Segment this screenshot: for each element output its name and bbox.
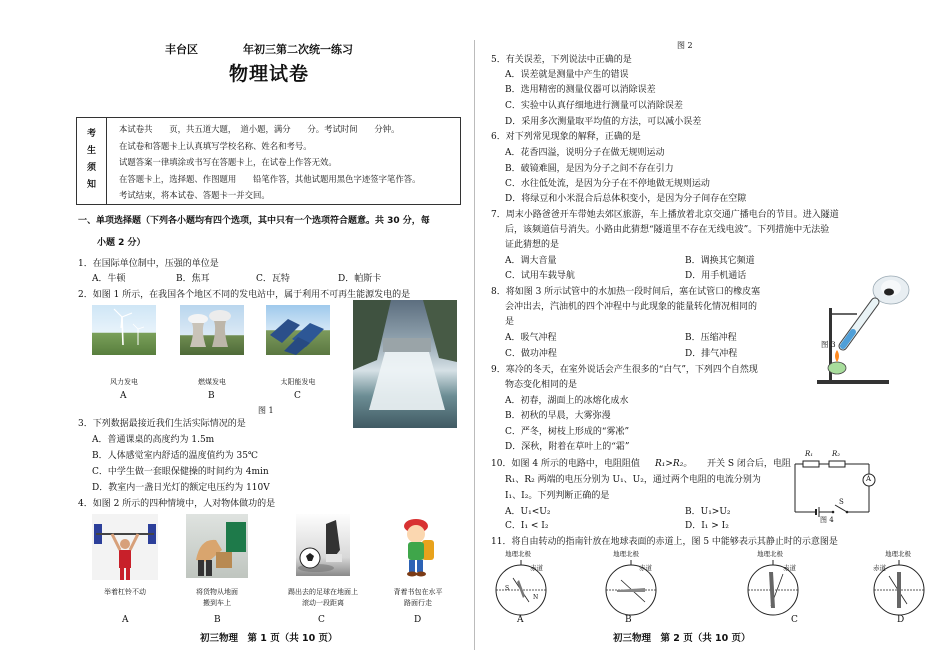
weightlifter-icon (92, 514, 158, 580)
compass-n-label: N (533, 594, 539, 601)
circuit-label-ammeter: A (866, 475, 872, 483)
notice-side-char: 须 (86, 163, 96, 173)
circuit-icon (791, 456, 881, 526)
compass-a (493, 550, 553, 620)
weightlifter-image (92, 514, 158, 580)
north-pole-label: 地理北极 (885, 550, 911, 558)
q1-option-d: D．帕斯卡 (338, 274, 382, 284)
caption-backpack-line2: 路面行走 (404, 599, 432, 607)
q3-stem: 3．下列数据最接近我们生活实际情况的是 (78, 419, 246, 429)
north-pole-label: 地理北极 (757, 550, 783, 558)
q7-line2: 后，该频道信号消失。小路由此猜想“隧道里不存在无线电波”。下列措施中无法验 (505, 225, 830, 235)
north-pole-label: 地理北极 (505, 550, 531, 558)
compass-b (605, 550, 665, 620)
q8-line3: 是 (505, 317, 515, 327)
q3-option-a: A．普通课桌的高度约为 1.5m (92, 435, 215, 445)
figure1-label: 图 1 (258, 406, 274, 415)
wind-turbine-icon (92, 305, 156, 355)
compass-d (867, 550, 929, 620)
test-tube-apparatus (805, 268, 911, 386)
q7-option-c: C．试用车载导航 (505, 271, 575, 281)
coal-power-image (180, 305, 244, 355)
q5-option-c: C．实验中认真仔细地进行测量可以消除误差 (505, 101, 683, 111)
q4-label-b: B (214, 615, 221, 625)
q9-option-a: A．初春，湖面上的冰熔化成水 (505, 396, 629, 406)
circuit-label-r1: R₁ (805, 450, 814, 458)
notice-line: 考试结束，将本试卷、答题卡一并交回。 (119, 190, 270, 200)
q2-label-c: C (294, 391, 301, 401)
q2-label-b: B (208, 391, 215, 401)
page-right (475, 0, 950, 671)
section-heading: 一、单项选择题（下列各小题均有四个选项，其中只有一个选项符合题意。共 30 分，每 (78, 216, 430, 226)
q10-line3: I₁、I₂。下列判断正确的是 (505, 491, 610, 501)
q11-label-c: C (791, 615, 798, 625)
q3-option-d: D．教室内一盏日光灯的额定电压约为 110V (92, 483, 270, 493)
q1-stem: 1．在国际单位制中，压强的单位是 (78, 259, 219, 269)
q7-option-b: B．调换其它频道 (685, 256, 755, 266)
q4-label-a: A (122, 615, 129, 625)
section-heading-cont: 小题 2 分） (97, 238, 146, 248)
notice-line: 在答题卡上，选择题、作图题用 铅笔作答，其他试题用黑色字迹签字笔作答。 (119, 173, 421, 184)
q10-option-c: C．I₁ < I₂ (505, 521, 549, 531)
q5-option-b: B．选用精密的测量仪器可以消除误差 (505, 85, 656, 95)
person-lifting-icon (186, 514, 248, 578)
q8-option-c: C．做功冲程 (505, 349, 557, 359)
caption-solar: 太阳能发电 (280, 378, 316, 386)
figure2-label: 图 2 (677, 41, 693, 50)
q5-stem: 5．有关误差，下列说法中正确的是 (491, 55, 632, 65)
q10-line2: R₁、R₂ 两端的电压分别为 U₁、U₂，通过两个电阻的电流分别为 (505, 475, 761, 485)
equator-label: 赤道 (530, 564, 543, 572)
equator-label: 赤道 (873, 564, 886, 572)
q8-option-d: D．排气冲程 (685, 349, 738, 359)
solar-panel-icon (266, 305, 330, 355)
page-title: 物理试卷 (229, 63, 310, 85)
q6-option-d: D．将绿豆和小米混合后总体积变小，是因为分子间存在空隙 (505, 194, 747, 204)
q11-label-d: D (897, 615, 905, 625)
exam-name: 年初三第二次统一练习 (243, 43, 353, 56)
caption-football-line2: 滚动一段距离 (302, 599, 344, 607)
q9-line2: 物态变化相同的是 (505, 380, 578, 390)
q5-option-d: D．采用多次测量取平均值的方法，可以减小误差 (505, 117, 702, 127)
football-icon (296, 514, 350, 576)
notice-side (77, 118, 107, 204)
q9-option-d: D．深秋，附着在草叶上的“霜” (505, 442, 630, 452)
q6-option-a: A．花香四溢，说明分子在做无规则运动 (505, 148, 665, 158)
q3-option-b: B．人体感觉室内舒适的温度值约为 35℃ (92, 451, 258, 461)
q7-option-a: A．调大音量 (505, 256, 557, 266)
notice-side-char: 生 (86, 146, 96, 156)
q10-line1-start: 10．如图 4 所示的电路中，电阻阻值 (491, 459, 640, 469)
solar-power-image (266, 305, 330, 355)
q1-option-b: B．焦耳 (176, 274, 210, 284)
caption-lifting-line2: 搬到车上 (203, 599, 231, 607)
equator-label: 赤道 (783, 564, 796, 572)
earth-compass-icon (605, 558, 665, 618)
caption-coal: 燃煤发电 (198, 378, 226, 386)
figure4-label: 图 4 (820, 516, 834, 524)
q4-label-d: D (414, 615, 422, 625)
q2-label-a: A (120, 391, 127, 401)
q6-stem: 6．对下列常见现象的解释，正确的是 (491, 132, 641, 142)
q11-label-a: A (517, 615, 524, 625)
cooling-tower-icon (180, 305, 244, 355)
q4-stem: 4．如图 2 所示的四种情境中，人对物体做功的是 (78, 499, 276, 509)
q7-line1: 7．周末小路爸爸开车带她去郊区旅游，车上播放着北京交通广播电台的节目。进入隧道 (491, 210, 839, 220)
q11-stem: 11．将自由转动的指南针放在地球表面的赤道上，图 5 中能够表示其静止时的示意图是 (491, 537, 838, 547)
caption-weightlifter: 举着杠铃不动 (104, 588, 146, 596)
circuit-label-r2: R₂ (832, 450, 841, 458)
dam-icon (353, 300, 457, 428)
north-pole-label: 地理北极 (613, 550, 639, 558)
hydro-power-image (353, 300, 457, 428)
q1-option-c: C．瓦特 (256, 274, 290, 284)
notice-side-char: 知 (86, 180, 96, 190)
q10-line1-end: 开关 S 闭合后，电阻 (707, 459, 791, 469)
caption-backpack-line1: 背着书包在水平 (393, 588, 443, 596)
q9-line1: 9．寒冷的冬天，在室外说话会产生很多的“白气”，下列四个自然现 (491, 365, 758, 375)
earth-compass-icon (493, 558, 553, 618)
circuit-label-switch: S (839, 498, 844, 506)
boy-with-backpack-icon (392, 514, 442, 578)
compass-c (743, 550, 803, 620)
notice-lines (119, 121, 421, 204)
wind-power-image (92, 305, 156, 355)
q11-label-b: B (625, 615, 632, 625)
q10-resistance-relation: R₁>R₂。 (655, 459, 693, 469)
football-image (296, 514, 350, 576)
q6-option-b: B．破镜难圆，是因为分子之间不存在引力 (505, 164, 674, 174)
lifting-goods-image (186, 514, 248, 578)
footer-right: 初三物理 第 2 页（共 10 页） (613, 633, 751, 644)
q6-option-c: C．水往低处流，是因为分子在不停地做无规则运动 (505, 179, 710, 189)
notice-line: 本试卷共 页，共五道大题， 道小题，满分 分。考试时间 分钟。 (119, 124, 400, 134)
compass-s-label: S (505, 585, 510, 592)
q10-option-a: A．U₁<U₂ (505, 507, 551, 517)
test-tube-heating-icon (805, 268, 911, 386)
q1-option-a: A．牛顿 (92, 274, 126, 284)
q8-line1: 8．将如图 3 所示试管中的水加热一段时间后，塞在试管口的橡皮塞 (491, 287, 761, 297)
q5-option-a: A．误差就是测量中产生的错误 (505, 70, 629, 80)
q7-option-d: D．用手机通话 (685, 271, 747, 281)
circuit-diagram (791, 456, 881, 526)
caption-lifting-line1: 将货物从地面 (196, 588, 238, 596)
caption-football-line1: 踢出去的足球在地面上 (288, 588, 358, 596)
notice-box (76, 117, 461, 205)
q8-line2: 会冲出去，汽油机的四个冲程中与此现象的能量转化情况相同的 (505, 302, 758, 312)
q7-line3: 证此猜想的是 (505, 240, 560, 250)
q8-option-a: A．吸气冲程 (505, 333, 557, 343)
q10-option-d: D．I₁ > I₂ (685, 521, 729, 531)
notice-line: 试题答案一律填涂或书写在答题卡上，在试卷上作答无效。 (119, 157, 337, 167)
q2-stem: 2．如图 1 所示，在我国各个地区不同的发电站中，属于利用不可再生能源发电的是 (78, 290, 411, 300)
figure3-label: 图 3 (821, 340, 836, 349)
backpack-boy-image (392, 514, 442, 578)
q10-option-b: B．U₁>U₂ (685, 507, 731, 517)
equator-label: 赤道 (639, 564, 652, 572)
q8-option-b: B．压缩冲程 (685, 333, 737, 343)
q3-option-c: C．中学生做一套眼保健操的时间约为 4min (92, 467, 269, 477)
notice-side-char: 考 (86, 129, 96, 139)
caption-wind: 风力发电 (110, 378, 138, 386)
q4-label-c: C (318, 615, 325, 625)
district: 丰台区 (165, 43, 198, 56)
q9-option-c: C．严冬，树枝上形成的“雾凇” (505, 427, 630, 437)
footer-left: 初三物理 第 1 页（共 10 页） (200, 633, 338, 644)
q9-option-b: B．初秋的早晨，大雾弥漫 (505, 411, 611, 421)
notice-line: 在试卷和答题卡上认真填写学校名称、姓名和考号。 (119, 140, 312, 151)
